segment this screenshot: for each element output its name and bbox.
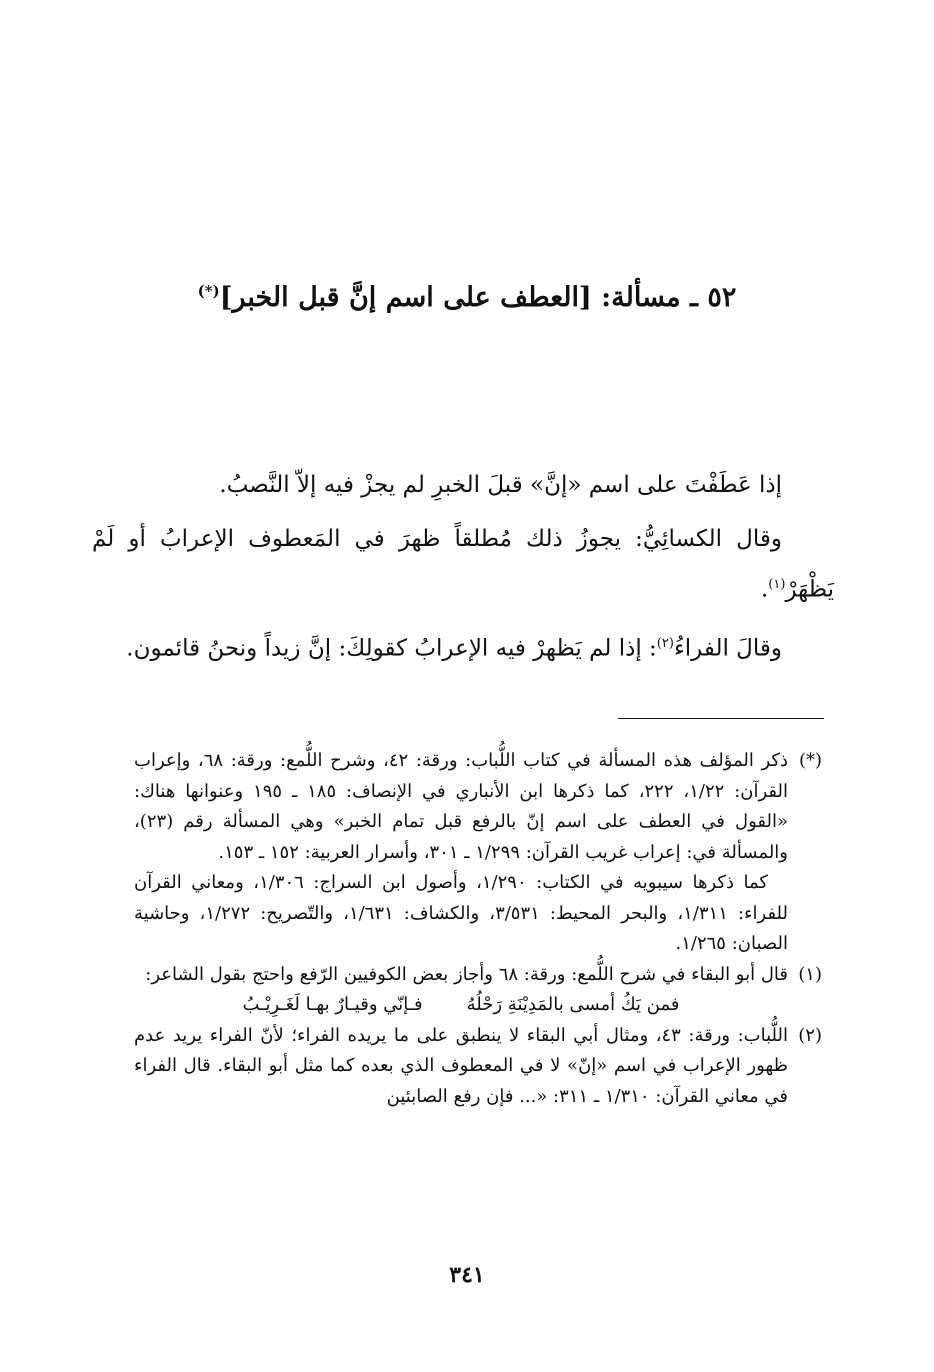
footnote-star-mark: (*) — [798, 750, 822, 771]
footnote-ref-2: (٢) — [656, 635, 674, 651]
footnote-ref-1: (١) — [768, 577, 786, 592]
paragraph-3 — [92, 621, 834, 672]
poetry-verse — [134, 990, 822, 1021]
paragraph-2 — [92, 516, 834, 613]
footnote-1 — [134, 960, 822, 991]
paragraph-2-end: . — [760, 576, 769, 603]
footnote-2-text: اللُّباب: ورقة: ٤٣، ومثال أبي البقاء لا ينطبق على ما يريده الفراء؛ لأنّ الفراء يريد عدم ظهور الإعراب في اسم «إنّ» لا في المعطوف الذي بعده كما مثل أبو البقاء. قال الفراء في معاني القرآن: ١/٣١٠ ـ ٣١١: «... فإن رفع الصابئين — [134, 1024, 788, 1107]
paragraph-1: إذا عَطَفْتَ على اسم «إنَّ» قبلَ الخبرِ لم يجزْ فيه إلاّ النَّصبُ. — [219, 472, 782, 498]
footnote-1-text: قال أبو البقاء في شرح اللُّمع: ورقة: ٦٨ وأجاز بعض الكوفيين الرّفع واحتج بقول الشاعر: — [145, 963, 788, 985]
footnote-2 — [134, 1021, 822, 1113]
page-heading — [60, 282, 874, 313]
paragraph-3-start: وقالَ الفراءُ — [673, 635, 782, 662]
page-number: ٣٤١ — [449, 1262, 485, 1288]
verse-second-hemistich: فـإنّي وقيـارٌ بهـا لَغَـرِيْـبُ — [242, 994, 423, 1015]
footnote-separator — [618, 718, 824, 719]
main-text — [92, 462, 834, 671]
heading-footnote-marker: (*) — [197, 282, 220, 300]
heading-text: ٥٢ ـ مسألة: [العطف على اسم إنَّ قبل الخبر] — [219, 282, 737, 313]
footnote-star-continuation: كما ذكرها سيبويه في الكتاب: ١/٢٩٠، وأصول ابن السراج: ١/٣٠٦، ومعاني القرآن للفراء: ١/٣١١، والبحر المحيط: ٣/٥٣١، والكشاف: ١/٦٣١، والتّصريح: ١/٢٧٢، وحاشية الصبان: ١/٢٦٥. — [134, 872, 789, 954]
paragraph-3-rest: : إذا لم يَظهرْ فيه الإعرابُ كقولِكَ: إنَّ زيداً ونحنُ قائمون. — [126, 635, 657, 662]
footnote-1-mark: (١) — [798, 963, 822, 985]
footnotes — [134, 746, 822, 1112]
footnote-2-mark: (٢) — [798, 1024, 822, 1046]
footnote-star-text: ذكر المؤلف هذه المسألة في كتاب اللُّباب: ورقة: ٤٢، وشرح اللُّمع: ورقة: ٦٨، وإعراب القرآن: ١/٢٢، ٢٢٢، كما ذكرها ابن الأنباري في الإنصاف: ١٨٥ ـ ١٩٥ وعنوانها هناك: «القول في العطف على اسم إنّ بالرفع قبل تمام الخبر» وهي المسألة رقم (٢٣)، والمسألة في: إعراب غريب القرآن: ١/٢٩٩ ـ ٣٠١، وأسرار العربية: ١٥٢ ـ ١٥٣. — [134, 750, 789, 863]
paragraph-2-text: وقال الكسائِيُّ: يجوزُ ذلك مُطلقاً ظهرَ في المَعطوف الإعرابُ أو لَمْ يَظْهَرْ — [92, 526, 834, 603]
verse-first-hemistich: فمن يَكُ أمسى بالمَدِيْنَةِ رَحْلُهُ — [466, 994, 680, 1015]
footnote-star — [134, 746, 822, 868]
